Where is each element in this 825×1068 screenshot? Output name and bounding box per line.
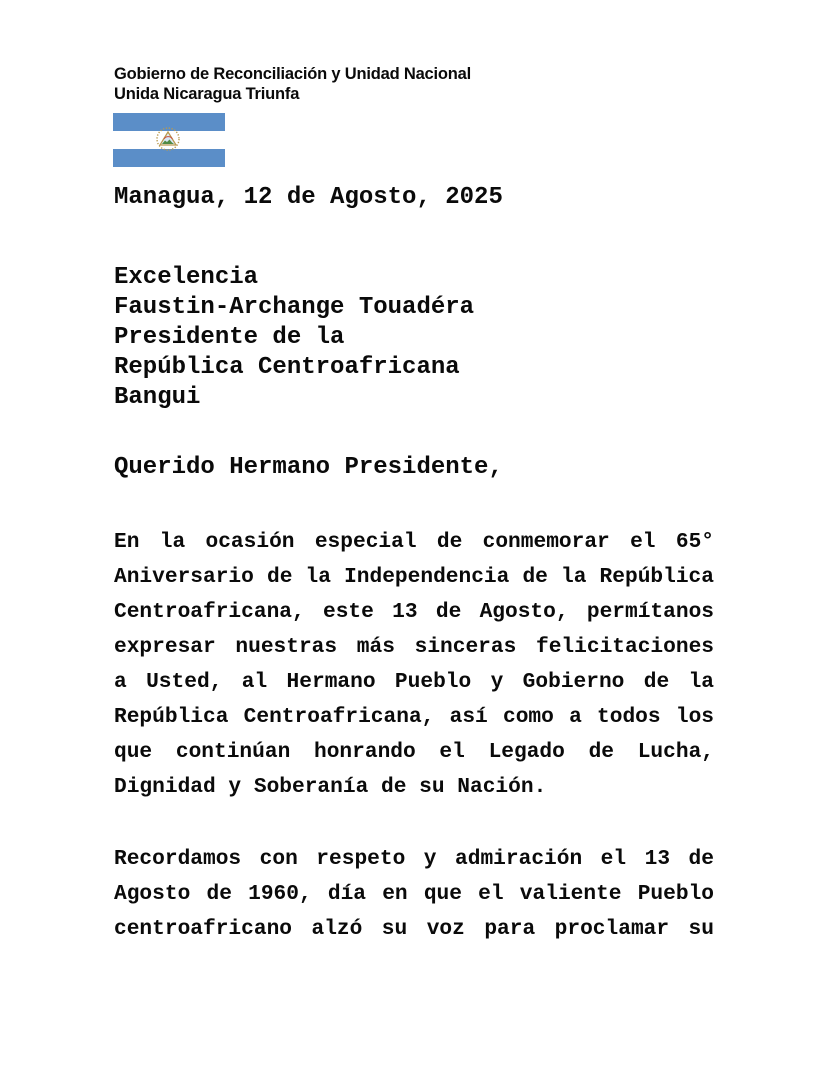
letterhead [114, 64, 471, 104]
body-line: Aniversario de la Independencia de la República [114, 565, 714, 589]
nicaragua-flag-icon [113, 113, 225, 167]
recipient-name: Faustin-Archange Touadéra [114, 294, 475, 321]
recipient-title-2: República Centroafricana [114, 354, 460, 381]
body-line: Centroafricana, este 13 de Agosto, permítanos [114, 600, 714, 624]
paragraph-2 [114, 842, 714, 947]
recipient-honorific: Excelencia [114, 264, 259, 291]
body-line: En la ocasión especial de conmemorar el 65° [114, 530, 714, 554]
salutation: Querido Hermano Presidente, [114, 454, 503, 481]
recipient-city: Bangui [114, 384, 201, 411]
date-line: Managua, 12 de Agosto, 2025 [114, 184, 503, 211]
recipient-block [114, 263, 474, 413]
letterhead-line1: Gobierno de Reconciliación y Unidad Nacional [114, 65, 472, 83]
paragraph-1 [114, 525, 714, 805]
body-line: que continúan honrando el Legado de Lucha, [114, 740, 714, 764]
body-line: expresar nuestras más sinceras felicitaciones [114, 635, 714, 659]
recipient-title-1: Presidente de la [114, 324, 345, 351]
body-line: a Usted, al Hermano Pueblo y Gobierno de la [114, 670, 714, 694]
body-line: Dignidad y Soberanía de su Nación. [114, 775, 547, 799]
body-line: centroafricano alzó su voz para proclamar su [114, 917, 714, 941]
body-line: República Centroafricana, así como a todos los [114, 705, 714, 729]
body-line: Agosto de 1960, día en que el valiente Pueblo [114, 882, 714, 906]
letterhead-line2: Unida Nicaragua Triunfa [114, 85, 300, 103]
body-line: Recordamos con respeto y admiración el 13 de [114, 847, 714, 871]
